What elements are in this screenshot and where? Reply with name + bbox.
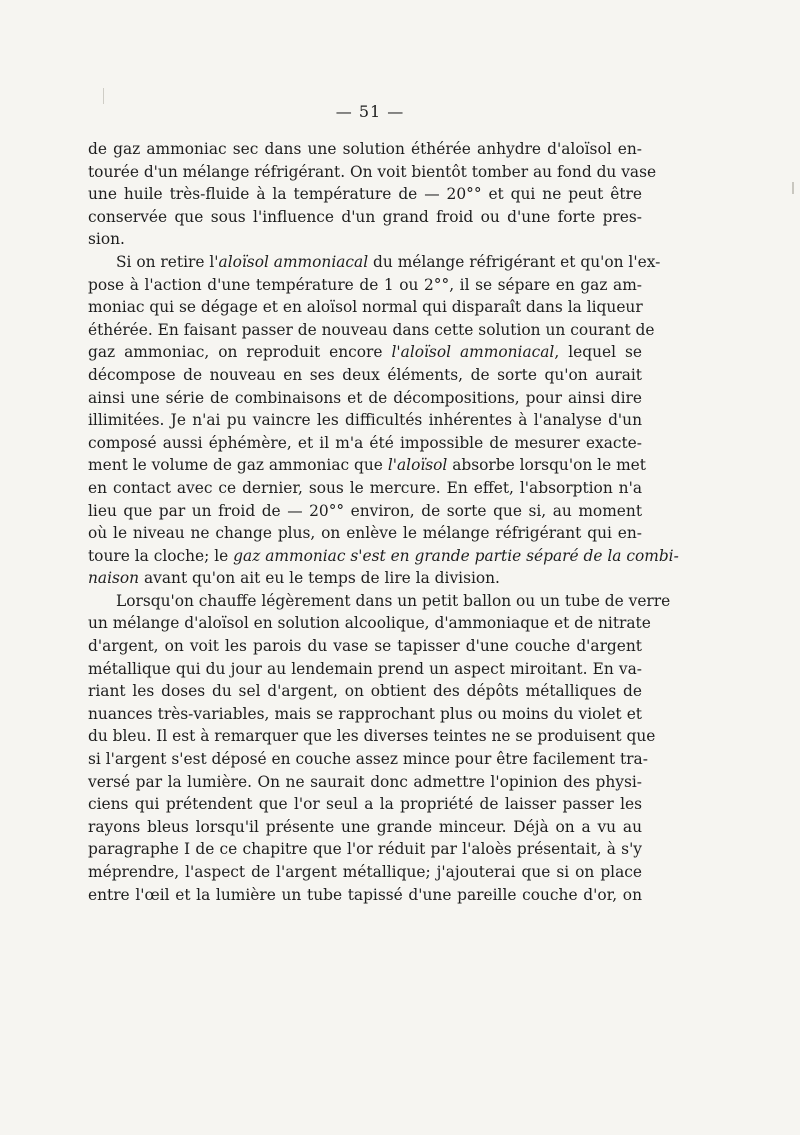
text-line: métallique qui du jour au lendemain prend un aspect miroitant. En va- — [88, 659, 642, 678]
text-line: rayons bleus lorsqu'il présente une grande minceur. Déjà on a vu au — [88, 817, 642, 836]
text-line: d'argent, on voit les parois du vase se tapisser d'une couche d'argent — [88, 637, 642, 656]
text-line: Lorsqu'on chauffe légèrement dans un petit ballon ou un tube de verre — [116, 591, 671, 610]
text-line: entre l'œil et la lumière un tube tapissé d'une pareille couche d'or, on — [88, 885, 642, 904]
text-line: décompose de nouveau en ses deux éléments, de sorte qu'on aurait — [88, 365, 642, 384]
text-line: moniac qui se dégage et en aloïsol normal qui disparaît dans la liqueur — [88, 298, 643, 317]
text-line: composé aussi éphémère, et il m'a été impossible de mesurer exacte- — [88, 433, 642, 452]
text-line: sion. — [88, 230, 125, 249]
text-line: tourée d'un mélange réfrigérant. On voit bientôt tomber au fond du vase — [88, 162, 657, 181]
text-line: versé par la lumière. On ne saurait donc admettre l'opinion des physi- — [88, 772, 642, 791]
text-line: ment le volume de gaz ammoniac que l'aloïsol absorbe lorsqu'on le met — [88, 456, 646, 475]
text-line: de gaz ammoniac sec dans une solution éthérée anhydre d'aloïsol en- — [88, 140, 642, 158]
body-text — [88, 138, 679, 906]
text-line: nuances très-variables, mais se rapprochant plus ou moins du violet et — [88, 704, 642, 723]
text-line: ciens qui prétendent que l'or seul a la propriété de laisser passer les — [88, 795, 642, 814]
italic-phrase: naison — [88, 569, 140, 588]
text-line: illimitées. Je n'ai pu vaincre les difficultés inhérentes à l'analyse d'un — [88, 411, 642, 430]
page-number: — 51 — — [335, 102, 405, 121]
text-line: méprendre, l'aspect de l'argent métallique; j'ajouterai que si on place — [88, 863, 642, 881]
text-line: naison avant qu'on ait eu le temps de lire la division. — [88, 569, 500, 588]
text-line: toure la cloche; le gaz ammoniac s'est en grande partie séparé de la combi- — [88, 546, 679, 565]
italic-phrase: l'aloïsol — [387, 456, 448, 475]
text-line: une huile très-fluide à la température de — 20°° et qui ne peut être — [88, 185, 642, 204]
text-line: paragraphe I de ce chapitre que l'or réduit par l'aloès présentait, à s'y — [88, 840, 642, 859]
italic-phrase: aloïsol ammoniacal — [218, 252, 369, 271]
text-line: ainsi une série de combinaisons et de décompositions, pour ainsi dire — [88, 388, 642, 407]
italic-phrase: l'aloïsol ammoniacal — [391, 343, 555, 362]
text-line: si l'argent s'est déposé en couche assez mince pour être facilement tra- — [88, 750, 648, 769]
text-line: un mélange d'aloïsol en solution alcoolique, d'ammoniaque et de nitrate — [88, 614, 651, 633]
text-line: Si on retire l'aloïsol ammoniacal du mélange réfrigérant et qu'on l'ex- — [116, 252, 661, 271]
text-line: gaz ammoniac, on reproduit encore l'aloïsol ammoniacal, lequel se — [88, 343, 642, 362]
text-line: riant les doses du sel d'argent, on obtient des dépôts métalliques de — [88, 682, 642, 701]
text-line: lieu que par un froid de — 20°° environ, de sorte que si, au moment — [88, 501, 642, 520]
italic-phrase: gaz ammoniac s'est en grande partie séparé de la combi- — [233, 546, 679, 565]
text-line: pose à l'action d'une température de 1 ou 2°°, il se sépare en gaz am- — [88, 275, 642, 294]
text-line: du bleu. Il est à remarquer que les diverses teintes ne se produisent que — [88, 727, 656, 746]
text-line: où le niveau ne change plus, on enlève le mélange réfrigérant qui en- — [88, 524, 642, 543]
text-line: en contact avec ce dernier, sous le mercure. En effet, l'absorption n'a — [88, 478, 642, 497]
text-line: éthérée. En faisant passer de nouveau dans cette solution un courant de — [88, 320, 655, 339]
scan-speck — [792, 182, 794, 194]
text-line: conservée que sous l'influence d'un grand froid ou d'une forte pres- — [88, 207, 642, 226]
